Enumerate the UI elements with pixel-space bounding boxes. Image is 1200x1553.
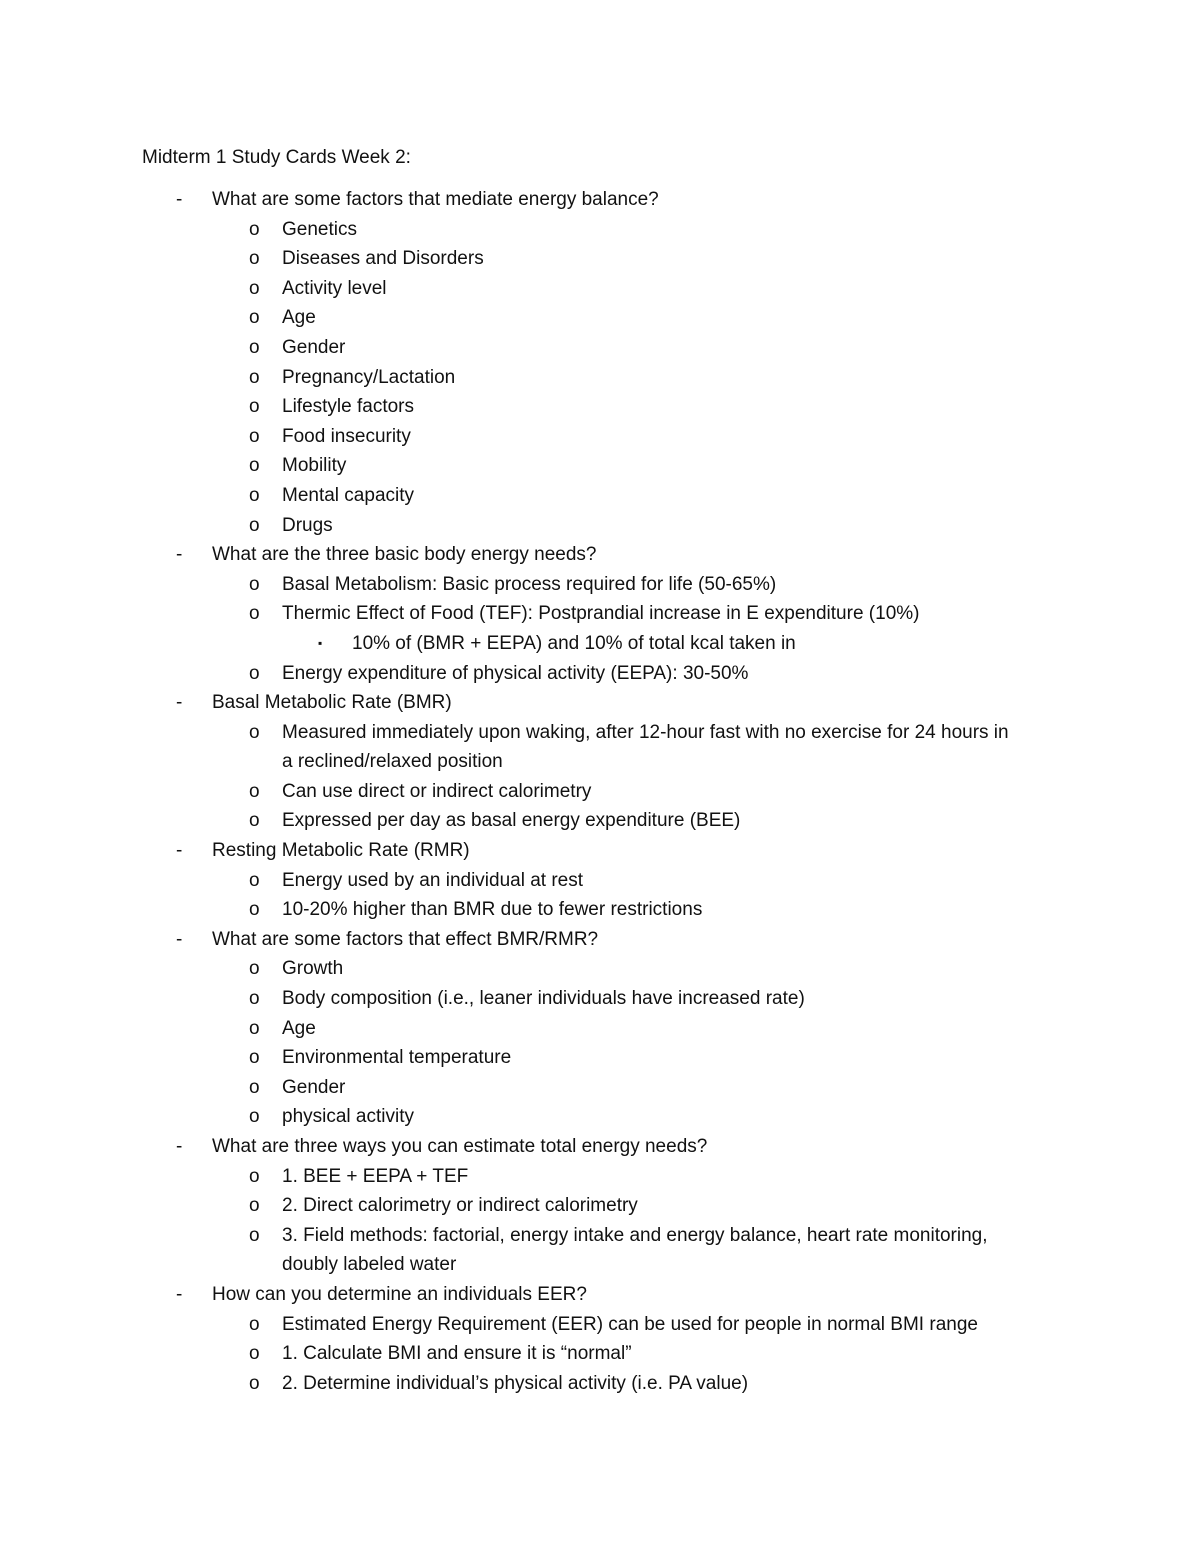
outline-subitem [0,1162,1200,1192]
circle-bullet-icon: o [249,484,260,506]
outline-subitem [0,1221,1200,1251]
outline-text: Gender [282,1076,346,1098]
outline-heading-item [0,688,1200,718]
outline-subitem [0,392,1200,422]
outline-text: Environmental temperature [282,1047,512,1069]
outline-subitem [0,481,1200,511]
dash-bullet-icon: - [176,544,183,566]
circle-bullet-icon: o [249,1106,260,1128]
outline-text: Pregnancy/Lactation [282,366,456,388]
outline-text: What are the three basic body energy needs? [212,544,597,566]
outline-text: Gender [282,336,346,358]
outline-subitem [0,274,1200,304]
outline-text: Energy expenditure of physical activity (EEPA): 30-50% [282,662,749,684]
outline-subitem [0,511,1200,541]
outline-text: Activity level [282,277,387,299]
outline-subitem [0,1339,1200,1369]
outline-list [0,185,1200,1398]
outline-text: 10-20% higher than BMR due to fewer restrictions [282,899,703,921]
outline-heading-item [0,540,1200,570]
outline-heading-item [0,1132,1200,1162]
outline-subitem [0,1310,1200,1340]
outline-text: Age [282,307,316,329]
document-title: Midterm 1 Study Cards Week 2: [142,147,411,168]
circle-bullet-icon: o [249,1017,260,1039]
outline-subitem [0,1014,1200,1044]
outline-text: Basal Metabolic Rate (BMR) [212,692,452,714]
outline-subitem [0,954,1200,984]
outline-text: 1. BEE + EEPA + TEF [282,1165,469,1187]
outline-subitem [0,659,1200,689]
outline-text: Lifestyle factors [282,396,414,418]
circle-bullet-icon: o [249,1372,260,1394]
outline-heading-item [0,836,1200,866]
circle-bullet-icon: o [249,396,260,418]
outline-subitem [0,570,1200,600]
outline-continuation-line [0,1250,1200,1280]
outline-text: 3. Field methods: factorial, energy intake and energy balance, heart rate monitoring, [282,1224,988,1246]
square-bullet-icon: ▪ [318,635,323,650]
circle-bullet-icon: o [249,662,260,684]
outline-text: 2. Determine individual’s physical activity (i.e. PA value) [282,1372,749,1394]
circle-bullet-icon: o [249,721,260,743]
outline-text: Energy used by an individual at rest [282,869,584,891]
circle-bullet-icon: o [249,1313,260,1335]
circle-bullet-icon: o [249,958,260,980]
outline-subitem [0,1102,1200,1132]
outline-text: Diseases and Disorders [282,248,484,270]
outline-subitem [0,895,1200,925]
outline-subitem [0,806,1200,836]
outline-text: Can use direct or indirect calorimetry [282,780,592,802]
outline-subitem [0,1369,1200,1399]
outline-text: Drugs [282,514,333,536]
outline-subitem [0,1191,1200,1221]
circle-bullet-icon: o [249,1343,260,1365]
circle-bullet-icon: o [249,869,260,891]
outline-text: Basal Metabolism: Basic process required for life (50-65%) [282,573,777,595]
outline-text: What are some factors that mediate energy balance? [212,189,659,210]
outline-text: Growth [282,958,344,980]
outline-text: 2. Direct calorimetry or indirect calorimetry [282,1195,638,1217]
outline-text: 1. Calculate BMI and ensure it is “normal” [282,1343,632,1365]
circle-bullet-icon: o [249,780,260,802]
dash-bullet-icon: - [176,692,183,714]
circle-bullet-icon: o [249,573,260,595]
outline-subitem [0,244,1200,274]
circle-bullet-icon: o [249,455,260,477]
circle-bullet-icon: o [249,1076,260,1098]
outline-text: What are some factors that effect BMR/RMR? [212,928,599,950]
outline-text: a reclined/relaxed position [282,751,503,773]
circle-bullet-icon: o [249,277,260,299]
outline-text: Body composition (i.e., leaner individuals have increased rate) [282,988,805,1010]
outline-text: Mobility [282,455,347,477]
circle-bullet-icon: o [249,603,260,625]
outline-subitem [0,422,1200,452]
outline-heading-item [0,925,1200,955]
outline-heading-item [0,185,1200,215]
circle-bullet-icon: o [249,1224,260,1246]
outline-subitem [0,777,1200,807]
circle-bullet-icon: o [249,248,260,270]
outline-subitem [0,866,1200,896]
circle-bullet-icon: o [249,1165,260,1187]
outline-subitem [0,215,1200,245]
outline-subsubitem [0,629,1200,659]
outline-text: Genetics [282,218,357,240]
circle-bullet-icon: o [249,425,260,447]
circle-bullet-icon: o [249,336,260,358]
circle-bullet-icon: o [249,514,260,536]
outline-heading-item [0,1280,1200,1310]
outline-text: 10% of (BMR + EEPA) and 10% of total kcal taken in [352,632,796,654]
outline-text: physical activity [282,1106,414,1128]
circle-bullet-icon: o [249,810,260,832]
outline-subitem [0,718,1200,748]
outline-text: How can you determine an individuals EER? [212,1283,587,1305]
outline-subitem [0,333,1200,363]
dash-bullet-icon: - [176,928,183,950]
outline-subitem [0,1073,1200,1103]
outline-text: Age [282,1017,316,1039]
circle-bullet-icon: o [249,988,260,1010]
outline-subitem [0,1043,1200,1073]
circle-bullet-icon: o [249,1195,260,1217]
circle-bullet-icon: o [249,899,260,921]
outline-subitem [0,363,1200,393]
outline-subitem [0,599,1200,629]
dash-bullet-icon: - [176,1136,183,1157]
outline-subitem [0,451,1200,481]
outline-text: Food insecurity [282,425,411,447]
circle-bullet-icon: o [249,1047,260,1069]
outline-continuation-line [0,747,1200,777]
outline-text: Resting Metabolic Rate (RMR) [212,840,470,862]
outline-text: What are three ways you can estimate total energy needs? [212,1136,708,1157]
dash-bullet-icon: - [176,189,183,210]
dash-bullet-icon: - [176,840,183,862]
outline-text: Thermic Effect of Food (TEF): Postprandial increase in E expenditure (10%) [282,603,920,625]
outline-subitem [0,303,1200,333]
dash-bullet-icon: - [176,1283,183,1305]
circle-bullet-icon: o [249,366,260,388]
outline-text: Estimated Energy Requirement (EER) can be used for people in normal BMI range [282,1313,978,1335]
outline-text: doubly labeled water [282,1254,457,1276]
outline-subitem [0,984,1200,1014]
outline-text: Mental capacity [282,484,415,506]
circle-bullet-icon: o [249,218,260,240]
outline-text: Expressed per day as basal energy expenditure (BEE) [282,810,741,832]
outline-text: Measured immediately upon waking, after 12-hour fast with no exercise for 24 hours in [282,721,1009,743]
circle-bullet-icon: o [249,307,260,329]
